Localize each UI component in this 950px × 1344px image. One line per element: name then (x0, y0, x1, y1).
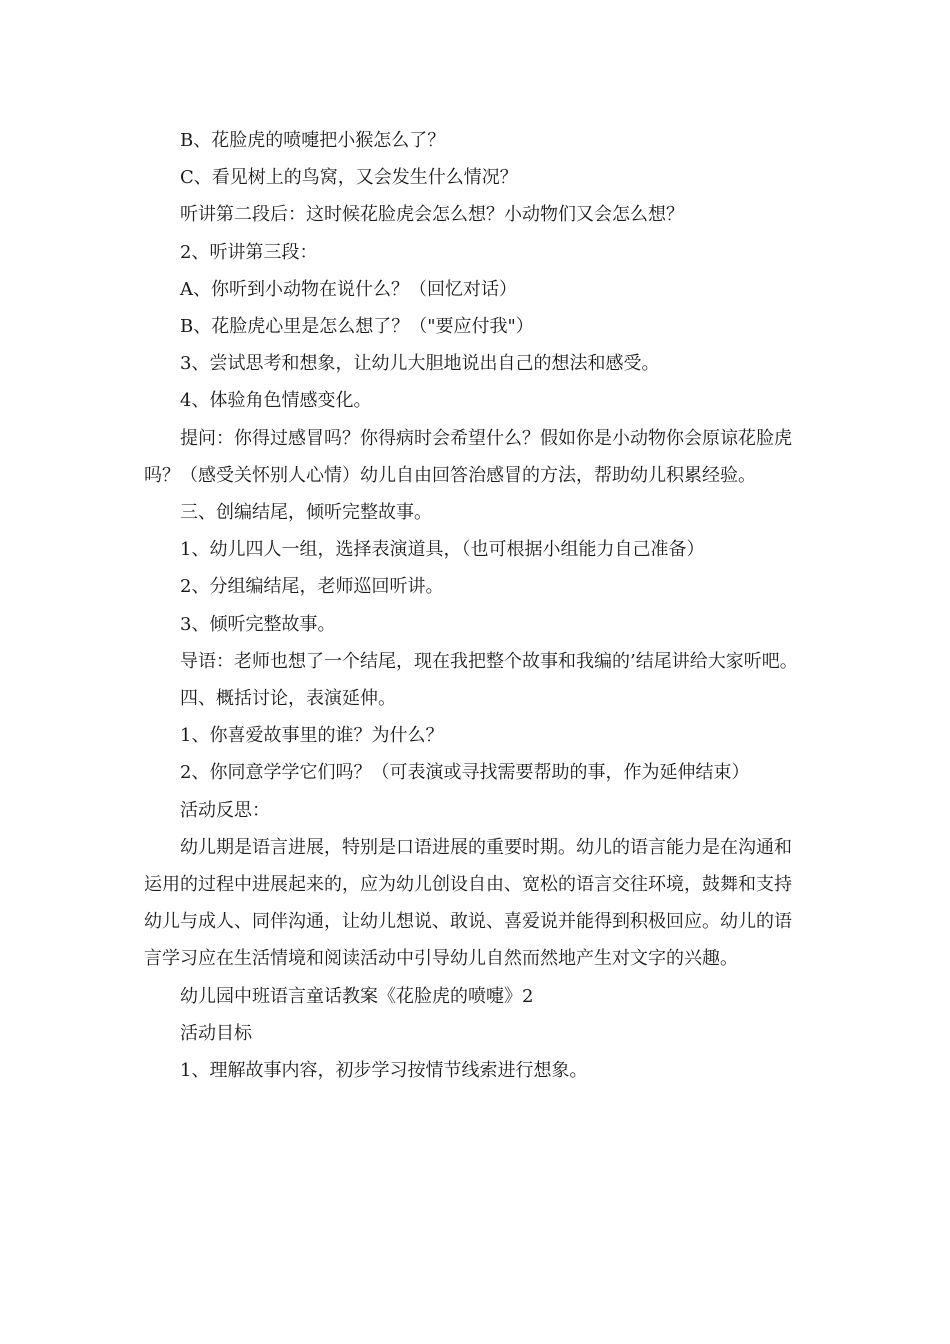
paragraph-reflection-body: 幼儿期是语言进展，特别是口语进展的重要时期。幼儿的语言能力是在沟通和运用的过程中进展起来的，应为幼儿创设自由、宽松的语言交往环境，鼓舞和支持幼儿与成人、同伴沟通，让幼儿想说、敢说、喜爱说并能得到积极回应。幼儿的语言学习应在生活情境和阅读活动中引导幼儿自然而然地产生对文字的兴趣。 (144, 836, 792, 970)
paragraph-lesson-title: 幼儿园中班语言童话教案《花脸虎的喷嚏》2 (180, 985, 534, 1007)
paragraph-experience-emotion: 4、体验角色情感变化。 (180, 390, 372, 412)
paragraph-listen-story: 3、倾听完整故事。 (180, 613, 336, 635)
paragraph-agree-learn: 2、你同意学学它们吗？（可表演或寻找需要帮助的事，作为延伸结束） (180, 762, 750, 784)
paragraph-listen-third: 2、听讲第三段： (180, 241, 318, 263)
paragraph-favorite: 1、你喜爱故事里的谁？为什么？ (180, 725, 444, 747)
paragraph-goal-one: 1、理解故事内容，初步学习按情节线索进行想象。 (180, 1060, 588, 1082)
paragraph-c-nest: C、看见树上的鸟窝，又会发生什么情况？ (180, 167, 518, 189)
paragraph-b-tiger-thoughts: B、花脸虎心里是怎么想了？（"要应付我"） (180, 316, 534, 338)
paragraph-group-props: 1、幼儿四人一组，选择表演道具，（也可根据小组能力自己准备） (180, 539, 705, 561)
document-body (144, 122, 808, 1089)
paragraph-a-animals: A、你听到小动物在说什么？（回忆对话） (180, 278, 517, 300)
paragraph-reflection-heading: 活动反思： (180, 799, 270, 821)
paragraph-b-monkey: B、花脸虎的喷嚏把小猴怎么了？ (180, 130, 446, 151)
paragraph-group-ending: 2、分组编结尾，老师巡回听讲。 (180, 576, 444, 598)
paragraph-listen-second: 听讲第二段后：这时候花脸虎会怎么想？小动物们又会怎么想？ (180, 204, 684, 226)
paragraph-section-three: 三、创编结尾，倾听完整故事。 (180, 502, 432, 524)
paragraph-activity-goals: 活动目标 (180, 1022, 252, 1044)
paragraph-section-four: 四、概括讨论，表演延伸。 (180, 688, 396, 710)
paragraph-try-imagine: 3、尝试思考和想象，让幼儿大胆地说出自己的想法和感受。 (180, 353, 660, 375)
paragraph-guide: 导语：老师也想了一个结尾，现在我把整个故事和我编的’结尾讲给大家听吧。 (180, 650, 798, 672)
paragraph-questions: 提问：你得过感冒吗？你得病时会希望什么？假如你是小动物你会原谅花脸虎吗？（感受关怀别人心情）幼儿自由回答治感冒的方法，帮助幼儿积累经验。 (144, 427, 792, 486)
